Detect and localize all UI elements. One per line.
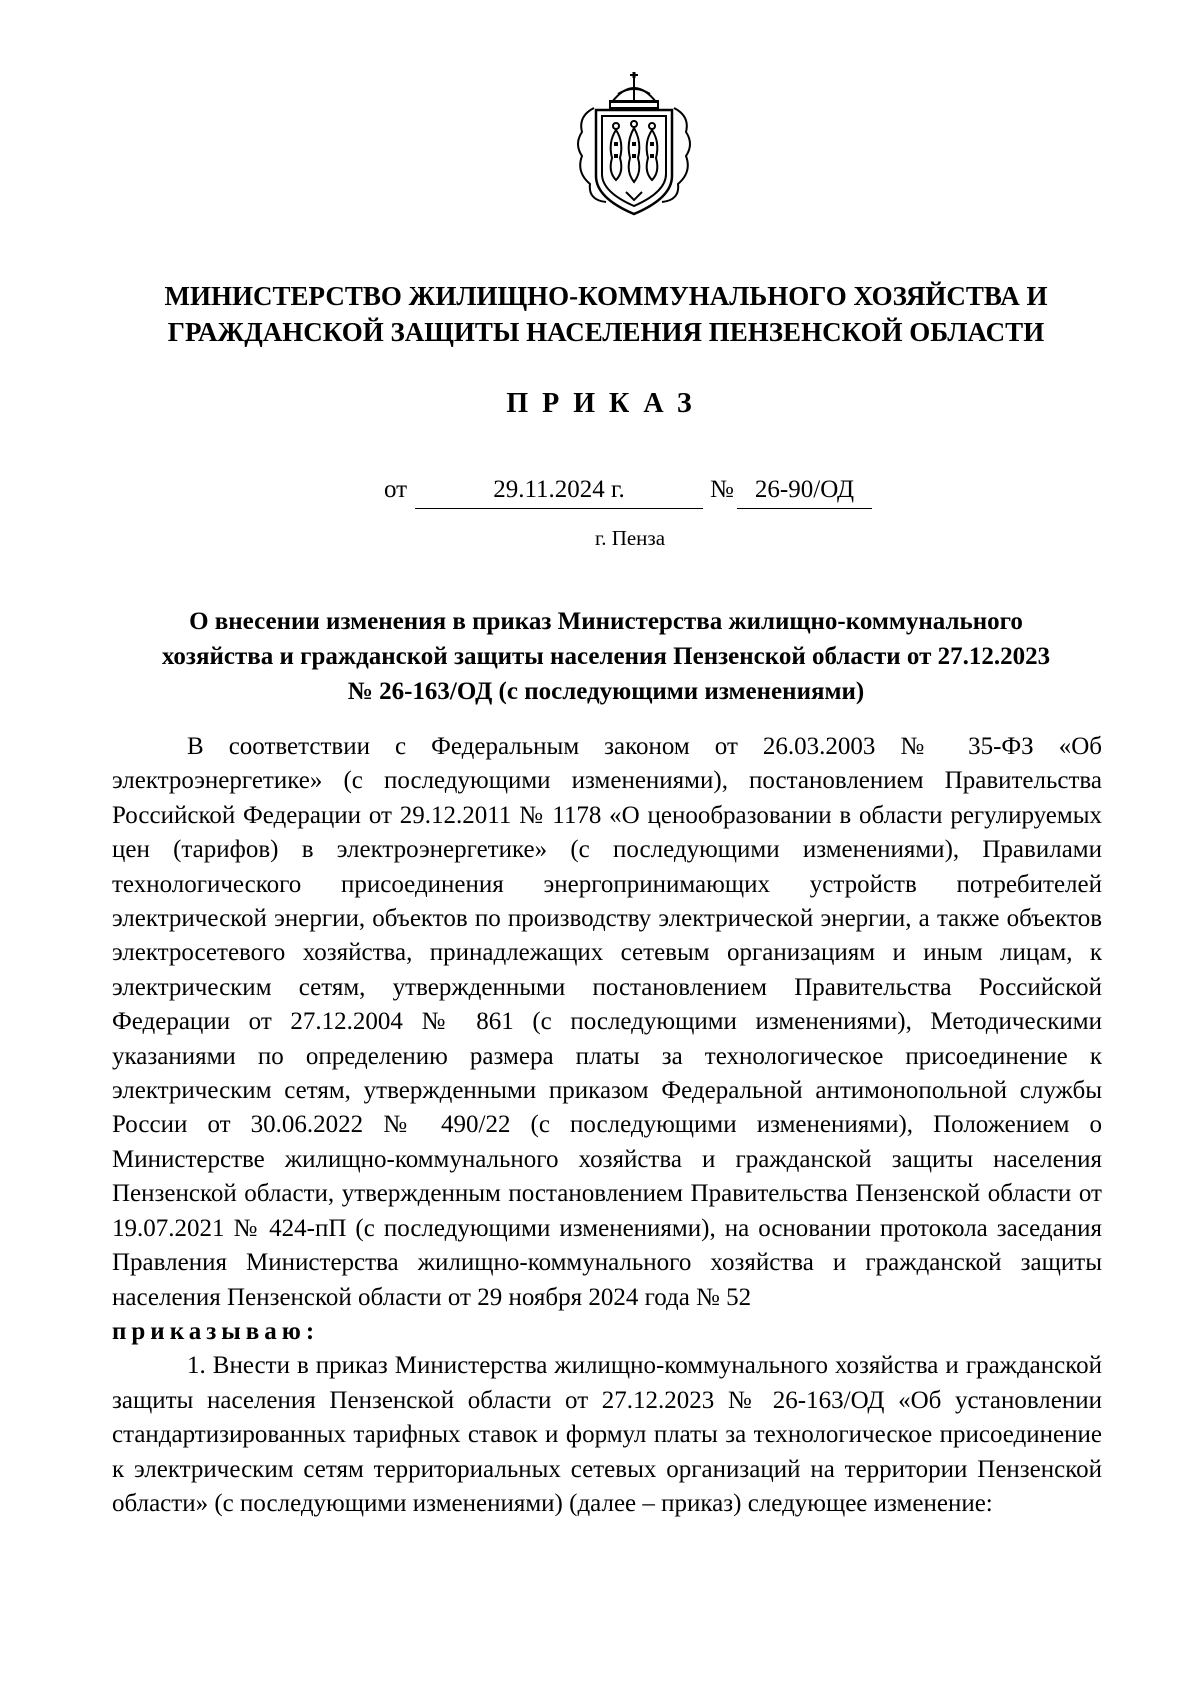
number-label: № — [710, 476, 734, 503]
date-label: от — [384, 476, 408, 503]
document-type-title: ПРИКАЗ — [506, 388, 706, 419]
ministry-name-line-1: МИНИСТЕРСТВО ЖИЛИЩНО-КОММУНАЛЬНОГО ХОЗЯЙСТВА И — [164, 281, 1048, 311]
ministry-name-line-2: ГРАЖДАНСКОЙ ЗАЩИТЫ НАСЕЛЕНИЯ ПЕНЗЕНСКОЙ ОБЛАСТИ — [167, 317, 1045, 347]
subject-line-2: хозяйства и гражданской защиты населения Пензенской области от 27.12.2023 — [161, 643, 1051, 670]
order-body — [112, 730, 1102, 1521]
coat-of-arms-icon — [572, 72, 696, 222]
order-number: 26-90/ОД — [737, 474, 872, 509]
preamble-paragraph: В соответствии с Федеральным законом от 26.03.2003 № 35-ФЗ «Об электроэнергетике» (с последующими изменениями), постановлением Правительства Российской Федерации от 29.12.2011 № 1178 «О ценообразовании в области регулируемых цен (тарифов) в электроэнергетике» (с последующими изменениями), Правилами технологического присоединения энергопринимающих устройств потребителей электрической энергии, объектов по производству электрической энергии, а также объектов электросетевого хозяйства, принадлежащих сетевым организациям и иным лицам, к электрическим сетям, утвержденными постановлением Правительства Российской Федерации от 27.12.2004 № 861 (с последующими изменениями), Методическими указаниями по определению размера платы за технологическое присоединение к электрическим сетям, утвержденными приказом Федеральной антимонопольной службы России от 30.06.2022 № 490/22 (с последующими изменениями), Положением о Министерстве жилищно-коммунального хозяйства и гражданской защиты населения Пензенской области, утвержденным постановлением Правительства Пензенской области от 19.07.2021 № 424-пП (с последующими изменениями), на основании протокола заседания Правления Министерства жилищно-коммунального хозяйства и гражданской защиты населения Пензенской области от 29 ноября 2024 года № 52 — [112, 733, 1102, 1311]
subject-line-3: № 26-163/ОД (с последующими изменениями) — [347, 678, 865, 705]
city: г. Пенза — [594, 526, 666, 550]
order-subject — [110, 604, 1102, 709]
item-1-paragraph: 1. Внести в приказ Министерства жилищно-коммунального хозяйства и гражданской защиты населения Пензенской области от 27.12.2023 № 26-163/ОД «Об установлении стандартизированных тарифных ставок и формул платы за технологическое присоединение к электрическим сетям территориальных сетевых организаций на территории Пензенской области» (с последующими изменениями) (далее – приказ) следующее изменение: — [112, 1352, 1102, 1517]
order-date: 29.11.2024 г. — [415, 474, 703, 509]
command-word: приказываю: — [112, 1317, 320, 1345]
subject-line-1: О внесении изменения в приказ Министерства жилищно-коммунального — [189, 608, 1023, 635]
ministry-name — [110, 278, 1102, 350]
